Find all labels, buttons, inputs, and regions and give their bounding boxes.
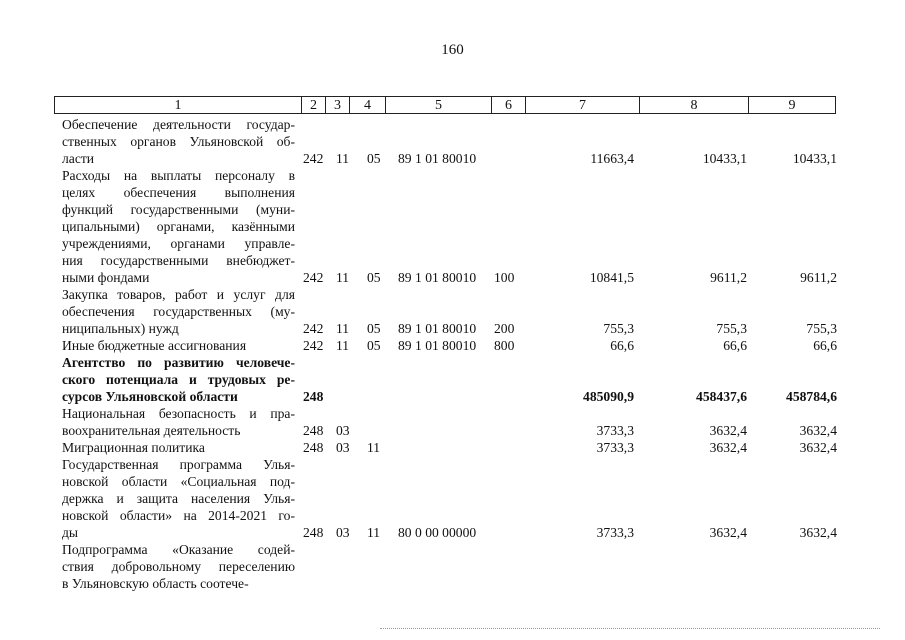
col-header-3: 3 <box>326 97 350 113</box>
cell-amount-col9: 66,6 <box>813 338 837 353</box>
cell-amount-col7: 485090,9 <box>583 389 634 404</box>
col-header-9: 9 <box>788 98 796 113</box>
cell-amount-col7: 3733,3 <box>596 525 634 540</box>
row-name-line: ципальными) органами, казёнными <box>62 219 295 234</box>
cell-subsection: 05 <box>367 151 381 166</box>
cell-section: 03 <box>336 525 350 540</box>
table-row <box>0 405 905 439</box>
cell-target-article: 89 1 01 80010 <box>398 321 477 336</box>
row-name <box>62 337 295 354</box>
table-row <box>0 439 905 456</box>
cell-grbs: 242 <box>303 338 324 353</box>
cell-amount-col8: 3632,4 <box>709 440 747 455</box>
cell-grbs: 242 <box>303 321 324 336</box>
row-name-line: ского потенциала и трудовых ре- <box>62 372 295 387</box>
row-name-line: ными фондами <box>62 270 150 285</box>
cell-amount-col8: 755,3 <box>716 321 747 336</box>
cell-amount-col7: 10841,5 <box>589 270 634 285</box>
cell-amount-col9: 755,3 <box>806 321 837 336</box>
row-name <box>62 116 295 167</box>
row-name-line: Закупка товаров, работ и услуг для <box>62 287 295 302</box>
cell-section: 11 <box>336 270 350 285</box>
cell-amount-col8: 458437,6 <box>696 389 747 404</box>
cell-amount-col7: 66,6 <box>610 338 634 353</box>
row-name-line: новской области» на 2014-2021 го- <box>62 508 295 523</box>
row-name-line: ниципальных) нужд <box>62 321 179 336</box>
cell-grbs: 248 <box>303 440 324 455</box>
cell-amount-col9: 3632,4 <box>799 525 837 540</box>
cell-amount-col9: 10433,1 <box>792 151 837 166</box>
cell-amount-col9: 3632,4 <box>799 440 837 455</box>
row-name-line: Подпрограмма «Оказание содей- <box>62 542 295 557</box>
row-name-line: Расходы на выплаты персоналу в <box>62 168 295 183</box>
row-name-line: ственных органов Ульяновской об- <box>62 134 295 149</box>
cell-amount-col8: 9611,2 <box>710 270 747 285</box>
cell-grbs: 242 <box>303 270 324 285</box>
table-row <box>0 116 905 167</box>
cell-target-article: 89 1 01 80010 <box>398 151 477 166</box>
cell-amount-col7: 3733,3 <box>596 423 634 438</box>
row-name <box>62 286 295 337</box>
row-name-line: ласти <box>62 151 95 166</box>
cell-amount-col7: 3733,3 <box>596 440 634 455</box>
cell-subsection: 11 <box>367 440 381 455</box>
cell-target-article: 80 0 00 00000 <box>398 525 477 540</box>
scan-artifact-line <box>380 628 880 630</box>
col-header-6: 6 <box>492 97 526 113</box>
page-number: 160 <box>441 42 464 58</box>
col-header-1: 1 <box>55 97 302 113</box>
cell-expense-type: 200 <box>494 321 515 336</box>
row-name-line: учреждениями, органами управле- <box>62 236 295 251</box>
cell-grbs: 248 <box>303 389 324 404</box>
row-name-line: Обеспечение деятельности государ- <box>62 117 295 132</box>
cell-section: 11 <box>336 151 350 166</box>
row-name-line: ствия добровольному переселению <box>62 559 295 574</box>
row-name <box>62 541 295 592</box>
cell-amount-col9: 458784,6 <box>786 389 837 404</box>
row-name <box>62 354 295 405</box>
col-header-4: 4 <box>350 97 386 113</box>
cell-amount-col7: 755,3 <box>603 321 634 336</box>
row-name-line: функций государственными (муни- <box>62 202 295 217</box>
table-row <box>0 456 905 541</box>
table-row <box>0 337 905 354</box>
row-name <box>62 439 295 456</box>
row-name-line: Национальная безопасность и пра- <box>62 406 295 421</box>
row-name-line: воохранительная деятельность <box>62 423 241 438</box>
cell-grbs: 242 <box>303 151 324 166</box>
row-name-line: целях обеспечения выполнения <box>62 185 295 200</box>
row-name-line: Иные бюджетные ассигнования <box>62 338 247 353</box>
table-row <box>0 354 905 405</box>
table-row <box>0 167 905 286</box>
cell-expense-type: 100 <box>494 270 515 285</box>
cell-section: 11 <box>336 338 350 353</box>
cell-subsection: 05 <box>367 270 381 285</box>
cell-amount-col9: 9611,2 <box>800 270 837 285</box>
row-name-line: обеспечения государственных (му- <box>62 304 295 319</box>
cell-subsection: 05 <box>367 321 381 336</box>
row-name-line: ды <box>62 525 79 540</box>
cell-target-article: 89 1 01 80010 <box>398 270 477 285</box>
col-header-2: 2 <box>302 97 326 113</box>
cell-target-article: 89 1 01 80010 <box>398 338 477 353</box>
cell-amount-col9: 3632,4 <box>799 423 837 438</box>
cell-amount-col8: 66,6 <box>723 338 747 353</box>
cell-section: 11 <box>336 321 350 336</box>
row-name-line: Государственная программа Улья- <box>62 457 295 472</box>
row-name-line: ния государственными внебюджет- <box>62 253 295 268</box>
row-name <box>62 405 295 439</box>
cell-section: 03 <box>336 440 350 455</box>
col-header-7: 7 <box>526 97 640 113</box>
cell-amount-col8: 3632,4 <box>709 525 747 540</box>
table-row <box>0 541 905 592</box>
table-row <box>0 286 905 337</box>
row-name <box>62 456 295 541</box>
row-name <box>62 167 295 286</box>
cell-subsection: 11 <box>367 525 381 540</box>
col-header-8: 8 <box>640 97 749 113</box>
cell-amount-col7: 11663,4 <box>590 151 634 166</box>
row-name-line: в Ульяновскую область соотече- <box>62 576 249 591</box>
cell-amount-col8: 3632,4 <box>709 423 747 438</box>
cell-amount-col8: 10433,1 <box>702 151 747 166</box>
row-name-line: Агентство по развитию человече- <box>62 355 295 370</box>
cell-grbs: 248 <box>303 423 324 438</box>
row-name-line: Миграционная политика <box>62 440 205 455</box>
cell-grbs: 248 <box>303 525 324 540</box>
row-name-line: держка и защита населения Улья- <box>62 491 295 506</box>
cell-expense-type: 800 <box>494 338 515 353</box>
cell-subsection: 05 <box>367 338 381 353</box>
col-header-5: 5 <box>386 97 492 113</box>
cell-section: 03 <box>336 423 350 438</box>
row-name-line: новской области «Социальная под- <box>62 474 295 489</box>
row-name-line: сурсов Ульяновской области <box>62 389 238 404</box>
